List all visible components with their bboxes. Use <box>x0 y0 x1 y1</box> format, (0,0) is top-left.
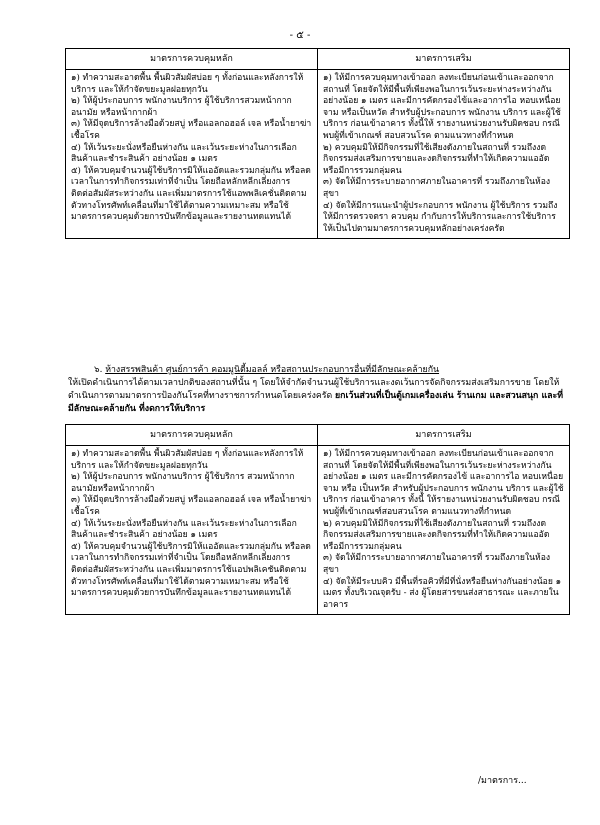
section-number: ๖. <box>94 365 103 375</box>
main-measure-item: ๓) ให้มีจุดบริการล้างมือด้วยสบู่ หรือแอลกอฮอล์ เจล หรือน้ำยาฆ่าเชื้อโรค <box>71 119 312 141</box>
main-measure-item: ๒) ให้ผู้ประกอบการ พนักงานบริการ ผู้ใช้บริการสวมหน้ากากอนามัย หรือหน้ากากผ้า <box>71 96 292 118</box>
extra-measure-item: ๒) ควบคุมมิให้มีกิจกรรมที่ใช้เสียงดังภายในสถานที่ รวมถึงงดกิจกรรมส่งเสริมการขายและงดกิจกรรมที่ทำให้เกิดความแออัด หรือมีการรวมกลุ่มคน <box>323 142 550 176</box>
main-measure-item: ๔) ให้เว้นระยะนั่งหรือยืนห่างกัน และเว้นระยะห่างในการเลือกสินค้าและชำระสินค้า อย่างน้อย ๑ เมตร <box>71 518 297 541</box>
main-measures-cell <box>66 70 318 239</box>
header-main-measures: มาตรการควบคุมหลัก <box>66 425 318 446</box>
extra-measures-cell <box>318 446 570 615</box>
main-measure-item: ๑) ทำความสะอาดพื้น พื้นผิวสัมผัสบ่อย ๆ ทั้งก่อนและหลังการให้บริการ และให้กำจัดขยะมูลฝอยทุกวัน <box>71 73 304 95</box>
extra-measure-item: ๑) ให้มีการควบคุมทางเข้าออก ลงทะเบียนก่อนเข้าและออกจากสถานที่ โดยจัดให้มีพื้นที่เพียงพอในการเว้นระยะห่างระหว่างกันอย่างน้อย ๑ เมตร และมีการคัดกรองไข้และอาการไอ หอบเหนื่อย จาม หรือเป็นหวัด สำหรับผู้ประกอบการ พนักงาน บริการ และผู้ใช้บริการ ก่อนเข้าอาคาร ทั้งนี้ให้ รายงานหน่วยงานรับผิดชอบ กรณีพบผู้ที่เข้าเกณฑ์ สอบสวนโรค ตามแนวทางที่กำหนด <box>323 73 561 141</box>
header-extra-measures: มาตรการเสริม <box>318 425 570 446</box>
extra-measure-item: ๔) จัดให้มีระบบคิว มีพื้นที่รอคิวที่มีที่นั่งหรือยืนห่างกันอย่างน้อย ๑ เมตร ทั้งบริเวณจุดรับ - ส่ง ผู้โดยสารขนส่งสาธารณะ และภายในอาคาร <box>323 576 562 610</box>
table-header-row <box>66 425 570 446</box>
main-measure-item: ๔) ให้เว้นระยะนั่งหรือยืนห่างกัน และเว้นระยะห่างในการเลือกสินค้าและชำระสินค้า อย่างน้อย ๑ เมตร <box>71 142 297 165</box>
header-main-measures: มาตรการควบคุมหลัก <box>66 49 318 70</box>
table-row <box>66 446 570 615</box>
main-measure-item: ๕) ให้ควบคุมจำนวนผู้ใช้บริการมิให้แออัดและรวมกลุ่มกัน หรือลดเวลาในการทำกิจกรรมเท่าที่จำเป็น โดยถือหลักหลีกเลี่ยงการติดต่อสัมผัสระหว่างกัน และเพิ่มมาตรการใช้แอปพลิเคชันติดตามตัวทางโทรศัพท์เคลื่อนที่มาใช้ได้ตามความเหมาะสม หรือใช้มาตรการควบคุมด้วยการบันทึกข้อมูลและรายงานทดแทนได้ <box>71 541 311 599</box>
section-heading <box>68 364 594 377</box>
extra-measure-item: ๓) จัดให้มีการระบายอากาศภายในอาคารที่ รวมถึงภายในห้องสุขา <box>323 177 551 199</box>
table-row <box>66 70 570 239</box>
main-measure-item: ๕) ให้ควบคุมจำนวนผู้ใช้บริการมิให้แออัดและรวมกลุ่มกัน หรือลดเวลาในการทำกิจกรรมเท่าที่จำเป็น โดยถือหลักหลีกเลี่ยงการติดต่อสัมผัสระหว่างกัน และเพิ่มมาตรการใช้แอพพลิเคชั่นติดตามตัวทางโทรศัพท์เคลื่อนที่มาใช้ได้ตามความเหมาะสม หรือใช้มาตรการควบคุมด้วยการบันทึกข้อมูลและรายงานทดแทนได้ <box>71 165 311 223</box>
extra-measures-cell <box>318 70 570 239</box>
main-measure-item: ๓) ให้มีจุดบริการล้างมือด้วยสบู่ หรือแอลกอฮอล์ เจล หรือน้ำยาฆ่าเชื้อโรค <box>71 495 312 517</box>
section-body-exception: ยกเว้นส่วนที่เป็นตู้เกมเครื่องเล่น ร้านเกม และสวนสนุก และที่มีลักษณะคล้ายกัน ที่งดการให้บริการ <box>68 391 564 414</box>
extra-measure-item: ๔) จัดให้มีการแนะนำผู้ประกอบการ พนักงาน ผู้ใช้บริการ รวมถึงให้มีการตรวจตรา ควบคุม กำกับการให้บริการและการใช้บริการ ให้เป็นไปตามมาตรการควบคุมหลักอย่างเคร่งครัด <box>323 200 558 234</box>
main-measure-item: ๑) ทำความสะอาดพื้น พื้นผิวสัมผัสบ่อย ๆ ทั้งก่อนและหลังการให้บริการ และให้กำจัดขยะมูลฝอยทุกวัน <box>71 449 304 471</box>
measures-table-1 <box>65 48 570 239</box>
page-number: - ๕ - <box>289 30 311 41</box>
extra-measure-item: ๓) จัดให้มีการระบายอากาศภายในอาคารที่ รวมถึงภายในห้องสุขา <box>323 553 551 575</box>
header-extra-measures: มาตรการเสริม <box>318 49 570 70</box>
section-body-text: ให้เปิดดำเนินการได้ตามเวลาปกติของสถานที่นั้น ๆ โดยให้จำกัดจำนวนผู้ใช้บริการและงดเว้นการจัดกิจกรรมส่งเสริมการขาย โดยให้ดำเนินการตามมาตรการป้องกันโรคที่ทางราชการกำหนดโดยเคร่งครัด <box>68 378 560 401</box>
continued-marker: /มาตรการ... <box>478 776 527 786</box>
table-header-row <box>66 49 570 70</box>
measures-table-2 <box>65 424 570 615</box>
extra-measure-item: ๑) ให้มีการควบคุมทางเข้าออก ลงทะเบียนก่อนเข้าและออกจากสถานที่ โดยจัดให้มีพื้นที่เพียงพอในการเว้นระยะห่างระหว่างกันอย่างน้อย ๑ เมตร และมีการคัดกรองไข้ และอาการไอ หอบเหนื่อย จาม หรือ เป็นหวัด สำหรับผู้ประกอบการ พนักงาน บริการ และผู้ใช้บริการ ก่อนเข้าอาคาร ทั้งนี้ ให้รายงานหน่วยงานรับผิดชอบ กรณีพบผู้ที่เข้าเกณฑ์สอบสวนโรค ตามแนวทางที่กำหนด <box>323 449 564 517</box>
extra-measure-item: ๒) ควบคุมมิให้มีกิจกรรมที่ใช้เสียงดังภายในสถานที่ รวมถึงงดกิจกรรมส่งเสริมการขายและงดกิจกรรมที่ทำให้เกิดความแออัดหรือมีการรวมกลุ่มคน <box>323 518 550 552</box>
main-measure-item: ๒) ให้ผู้ประกอบการ พนักงานบริการ ผู้ใช้บริการ สวมหน้ากากอนามัยหรือหน้ากากผ้า <box>71 472 295 494</box>
section-body <box>68 377 568 416</box>
section-title: ห้างสรรพสินค้า ศูนย์การค้า คอมมูนิตี้มอลล์ หรือสถานประกอบการอื่นที่มีลักษณะคล้ายกัน <box>105 365 440 375</box>
main-measures-cell <box>66 446 318 615</box>
